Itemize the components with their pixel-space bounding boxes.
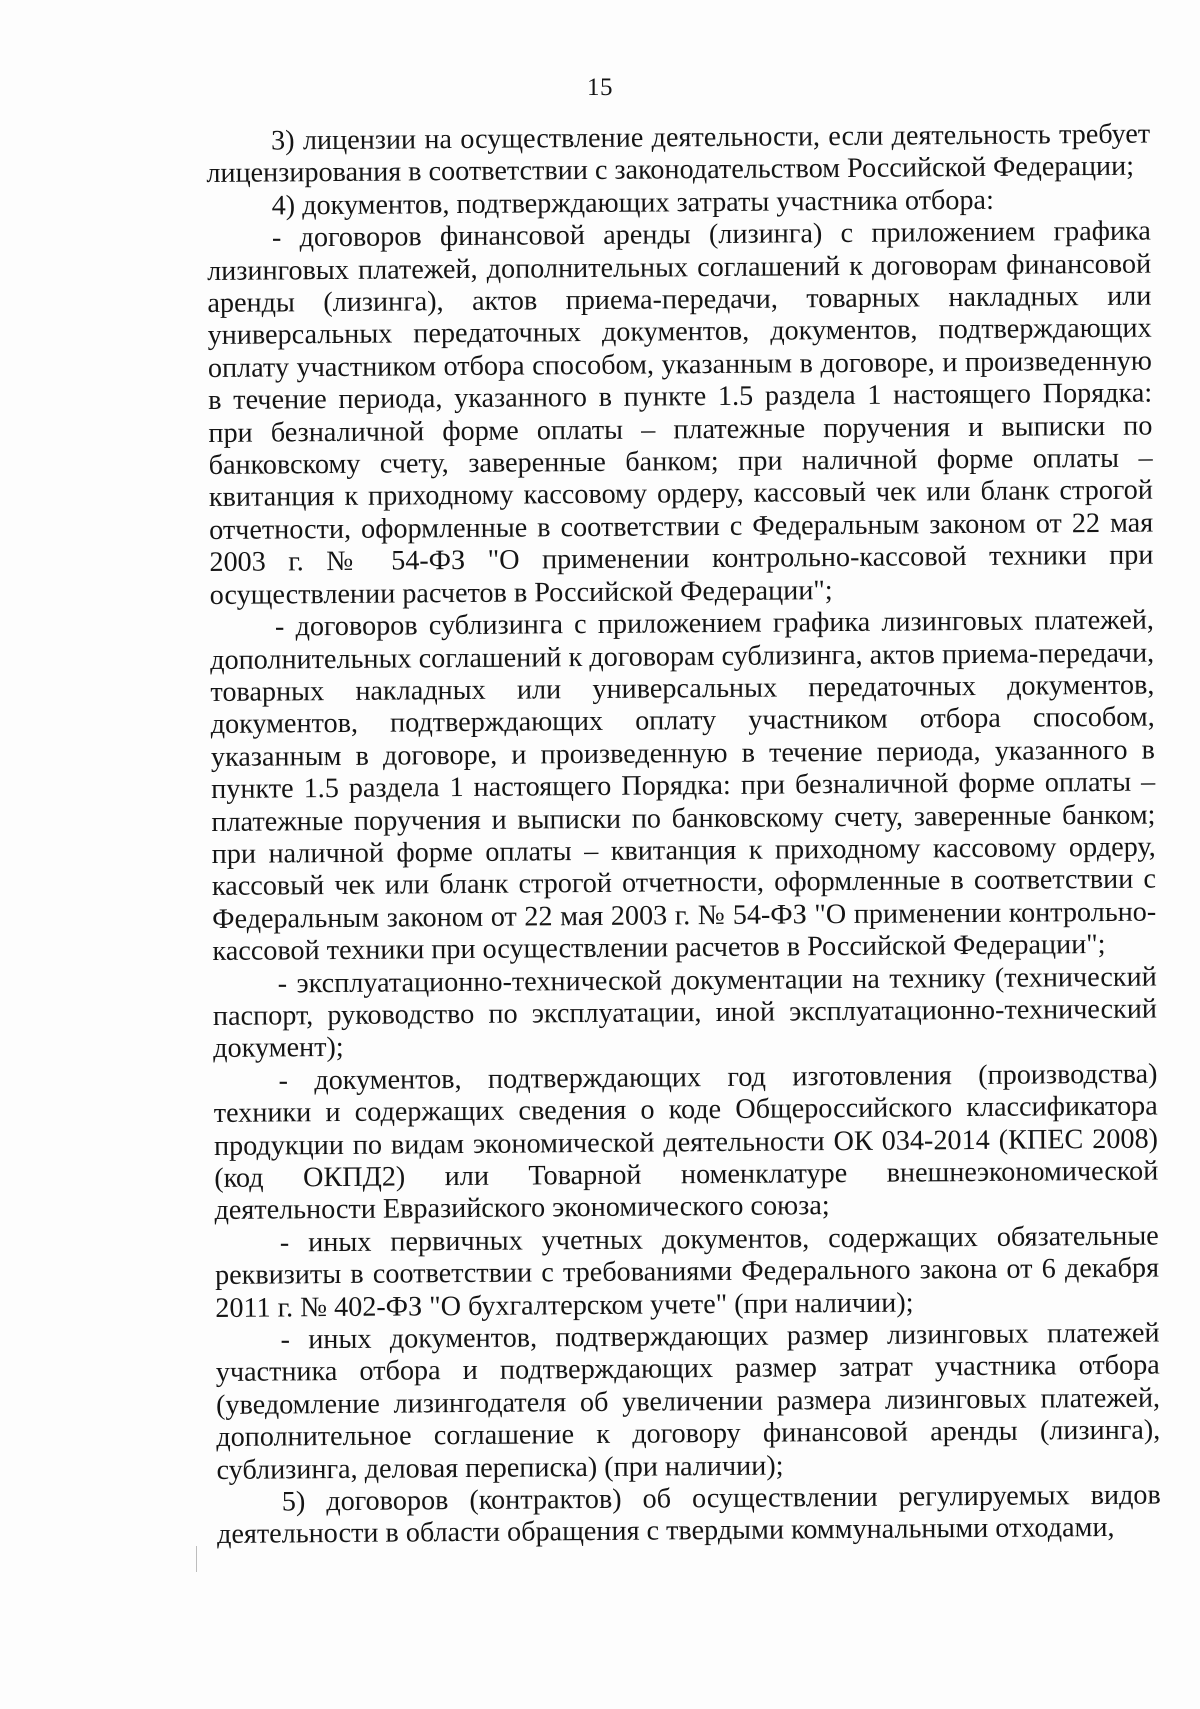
paragraph-item-4: 4) документов, подтверждающих затраты участника отбора: [271, 184, 994, 222]
scan-artifact-line [196, 1546, 197, 1572]
paragraph-manufacture-year: - документов, подтверждающих год изготовления (производства) техники и содержащих сведения о коде Общероссийского классификатора продукции по видам экономической деятельности ОК 034-2014 (КПЕС 2008) (код ОКПД2) или Товарной номенклатуре внешнеэкономической деятельности Евразийского экономического союза; [213, 1058, 1159, 1227]
paragraph-primary-documents: - иных первичных учетных документов, содержащих обязательные реквизиты в соответствии с требованиями Федерального закона от 6 декабря 2011 г. № 402-ФЗ "О бухгалтерском учете" (при наличии); [214, 1220, 1160, 1324]
document-body [206, 119, 1161, 1552]
paragraph-leasing-contracts: - договоров финансовой аренды (лизинга) с приложением графика лизинговых платежей, дополнительных соглашений к договорам финансовой аренды (лизинга), актов приема-передачи, товарных накладных или универсальных передаточных документов, документов, подтверждающих оплату участником отбора способом, указанным в договоре, и произведенную в течение периода, указанного в пункте 1.5 раздела 1 настоящего Порядка: при безналичной форме оплаты – платежные поручения и выписки по банковскому счету, заверенные банком; при наличной форме оплаты – квитанция к приходному кассовому ордеру, кассовый чек или бланк строгой отчетности, оформленные в соответствии с Федеральным законом от 22 мая 2003 г. № 54-ФЗ "О применении контрольно-кассовой техники при осуществлении расчетов в Российской Федерации"; [207, 215, 1154, 611]
page-number: 15 [587, 74, 613, 101]
paragraph-other-documents: - иных документов, подтверждающих размер лизинговых платежей участника отбора и подтверждающих размер затрат участника отбора (уведомление лизингодателя об увеличении размера лизинговых платежей, дополнительное соглашение к договору финансовой аренды (лизинга), сублизинга, деловая переписка) (при наличии); [215, 1317, 1161, 1486]
paragraph-item-5: 5) договоров (контрактов) об осуществлении регулируемых видов деятельности в области обращения с твердыми коммунальными отходами, [216, 1479, 1161, 1551]
paragraph-subleasing-contracts: - договоров сублизинга с приложением графика лизинговых платежей, дополнительных соглашений к договорам сублизинга, актов приема-передачи, товарных накладных или универсальных передаточных документов, документов, подтверждающих оплату участником отбора способом, указанным в договоре, и произведенную в течение периода, указанного в пункте 1.5 раздела 1 настоящего Порядка: при безналичной форме оплаты – платежные поручения и выписки по банковскому счету, заверенные банком; при наличной форме оплаты – квитанция к приходному кассовому ордеру, кассовый чек или бланк строгой отчетности, оформленные в соответствии с Федеральным законом от 22 мая 2003 г. № 54-ФЗ "О применении контрольно-кассовой техники при осуществлении расчетов в Российской Федерации"; [210, 604, 1157, 968]
paragraph-technical-documentation: - эксплуатационно-технической документации на технику (технический паспорт, руководство по эксплуатации, иной эксплуатационно-технический документ); [212, 961, 1158, 1065]
paragraph-item-3: 3) лицензии на осуществление деятельности, если деятельность требует лицензирования в соответствии с законодательством Российской Федерации; [206, 118, 1151, 190]
